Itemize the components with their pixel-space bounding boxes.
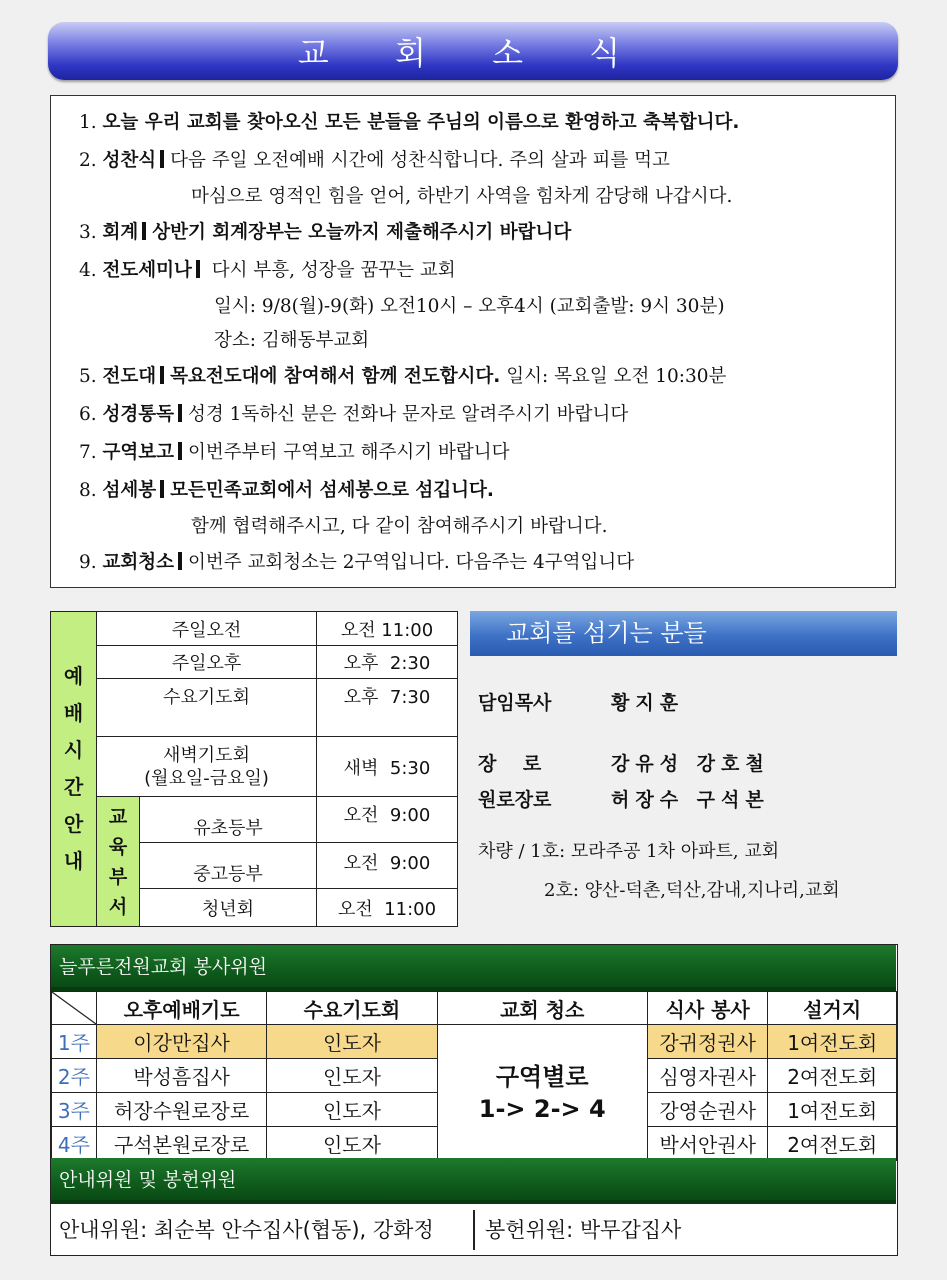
volunteers-box: [50, 944, 898, 1256]
service-time: 오후 2:30: [317, 646, 458, 679]
education-dept-label: 교 육 부 서: [97, 797, 140, 927]
news-number: 6.: [79, 404, 97, 425]
service-name: 주일오전: [97, 612, 317, 646]
vehicle-1: 차량 / 1호: 모라주공 1차 아파트, 교회: [478, 841, 780, 862]
wed-cell: 인도자: [267, 1059, 437, 1093]
meal-cell: 강귀정권사: [647, 1025, 768, 1059]
col-header: 식사 봉사: [647, 992, 768, 1025]
news-title: 성경통독: [102, 404, 175, 425]
service-time: 새벽 5:30: [317, 737, 458, 797]
vehicle-2: 2호: 양산-덕촌,덕산,감내,지나리,교회: [544, 880, 840, 901]
news-number: 7.: [79, 442, 97, 463]
separator-bar: [178, 552, 182, 570]
col-header: 교회 청소: [437, 992, 647, 1025]
news-number: 9.: [79, 552, 97, 573]
news-item-8-sub: [79, 510, 895, 544]
cleaning-cell: 구역별로 1-> 2-> 4: [437, 1025, 647, 1161]
news-subtext: 장소: 김해동부교회: [214, 330, 370, 351]
edu-time: 오전 11:00: [317, 889, 458, 927]
news-title: 성찬식: [102, 150, 157, 171]
service-name: 수요기도회: [97, 679, 317, 737]
news-item-2-sub: [79, 180, 895, 214]
news-title: 전도세미나: [102, 260, 192, 281]
church-news-banner: [48, 22, 898, 80]
news-item-2: [79, 142, 895, 180]
edu-name: 청년회: [140, 889, 317, 927]
news-box: [50, 95, 896, 588]
news-number: 5.: [79, 366, 97, 387]
banner-title: 교 회 소 식: [297, 34, 649, 72]
news-subtext: 함께 협력해주시고, 다 같이 참여해주시기 바랍니다.: [191, 516, 608, 537]
news-text: 모든민족교회에서 섬세봉으로 섬깁니다.: [170, 480, 494, 501]
guide-text: 안내위원: 최순복 안수집사(협동), 강화정: [59, 1218, 434, 1242]
dish-cell: 2여전도회: [768, 1127, 897, 1161]
news-text: 이번주부터 구역보고 해주시기 바랍니다: [188, 442, 510, 463]
news-text: 다음 주일 오전예배 시간에 성찬식합니다. 주의 살과 피를 먹고: [170, 150, 670, 171]
news-item-3: [79, 214, 895, 252]
news-text: 상반기 회계장부는 오늘까지 제출해주시기 바랍니다: [152, 222, 572, 243]
week-label: 1주: [52, 1025, 97, 1059]
news-text: 성경 1독하신 분은 전화나 문자로 알려주시기 바랍니다: [188, 404, 629, 425]
wed-cell: 인도자: [267, 1093, 437, 1127]
news-subtext: 일시: 9/8(월)-9(화) 오전10시 – 오후4시 (교회출발: 9시 30분): [214, 296, 725, 317]
service-name: [97, 737, 317, 797]
guide-row: [51, 1206, 896, 1254]
divider: [473, 1210, 475, 1250]
news-number: 2.: [79, 150, 97, 171]
servers-title: 교회를 섬기는 분들: [506, 619, 707, 647]
meal-cell: 심영자권사: [647, 1059, 768, 1093]
meal-cell: 강영순권사: [647, 1093, 768, 1127]
separator-bar: [178, 442, 182, 460]
service-name-line1: 새벽기도회: [163, 744, 250, 766]
news-item-1: [79, 104, 895, 142]
news-item-8: [79, 472, 895, 510]
servers-header: [470, 611, 897, 656]
news-item-9: [79, 544, 895, 582]
worship-schedule-table: [50, 611, 458, 927]
wed-cell: 인도자: [267, 1127, 437, 1161]
edu-name: 유초등부: [140, 797, 317, 843]
news-text: 오늘 우리 교회를 찾아오신 모든 분들을 주님의 이름으로 환영하고 축복합니다.: [102, 112, 740, 133]
offering-text: 봉헌위원: 박무갑집사: [485, 1218, 682, 1242]
service-name-line2: (월요일-금요일): [144, 767, 269, 789]
service-time: 오후 7:30: [317, 679, 458, 737]
volunteers-header: 늘푸른전원교회 봉사위원: [51, 945, 896, 991]
news-item-4-sub-2: [79, 324, 895, 358]
dish-cell: 2여전도회: [768, 1059, 897, 1093]
news-number: 1.: [79, 112, 97, 133]
col-header: 수요기도회: [267, 992, 437, 1025]
news-title: 섬세봉: [102, 480, 157, 501]
service-name: 주일오후: [97, 646, 317, 679]
week-label: 4주: [52, 1127, 97, 1161]
separator-bar: [160, 150, 164, 168]
col-header: 설거지: [768, 992, 897, 1025]
edu-name: 중고등부: [140, 843, 317, 889]
separator-bar: [178, 404, 182, 422]
news-text: 이번주 교회청소는 2구역입니다. 다음주는 4구역입니다: [188, 552, 635, 573]
dish-cell: 1여전도회: [768, 1025, 897, 1059]
news-title: 교회청소: [102, 552, 175, 573]
worship-guide-label: 예 배 시 간 안 내: [51, 612, 97, 927]
separator-bar: [196, 260, 200, 278]
news-title: 전도대: [102, 366, 157, 387]
prayer-cell: 이강만집사: [96, 1025, 266, 1059]
separator-bar: [160, 366, 164, 384]
prayer-cell: 박성흠집사: [96, 1059, 266, 1093]
dish-cell: 1여전도회: [768, 1093, 897, 1127]
diagonal-corner: [52, 992, 97, 1025]
wed-cell: 인도자: [267, 1025, 437, 1059]
service-time: 오전 11:00: [317, 612, 458, 646]
news-text-extra: 일시: 목요일 오전 10:30분: [500, 366, 727, 387]
news-item-5: [79, 358, 895, 396]
table-row: [52, 1025, 897, 1059]
prayer-cell: 허장수원로장로: [96, 1093, 266, 1127]
guide-header: 안내위원 및 봉헌위원: [51, 1158, 896, 1204]
news-item-7: [79, 434, 895, 472]
prayer-cell: 구석본원로장로: [96, 1127, 266, 1161]
week-label: 3주: [52, 1093, 97, 1127]
news-item-4: [79, 252, 895, 290]
col-header: 오후예배기도: [96, 992, 266, 1025]
volunteers-table: [51, 991, 897, 1161]
separator-bar: [160, 480, 164, 498]
diagonal-line-icon: [52, 992, 96, 1024]
news-number: 8.: [79, 480, 97, 501]
news-number: 4.: [79, 260, 97, 281]
week-label: 2주: [52, 1059, 97, 1093]
edu-time: 오전 9:00: [317, 797, 458, 843]
news-title: 구역보고: [102, 442, 175, 463]
news-item-4-sub-1: [79, 290, 895, 324]
news-subtext: 마심으로 영적인 힘을 얻어, 하반기 사역을 힘차게 감당해 나갑시다.: [191, 186, 733, 207]
news-text: 다시 부흥, 성장을 꿈꾸는 교회: [211, 260, 456, 281]
news-item-6: [79, 396, 895, 434]
news-number: 3.: [79, 222, 97, 243]
meal-cell: 박서안권사: [647, 1127, 768, 1161]
news-text: 목요전도대에 참여해서 함께 전도합시다.: [170, 366, 501, 387]
separator-bar: [142, 222, 146, 240]
edu-time: 오전 9:00: [317, 843, 458, 889]
news-title: 회계: [102, 222, 139, 243]
